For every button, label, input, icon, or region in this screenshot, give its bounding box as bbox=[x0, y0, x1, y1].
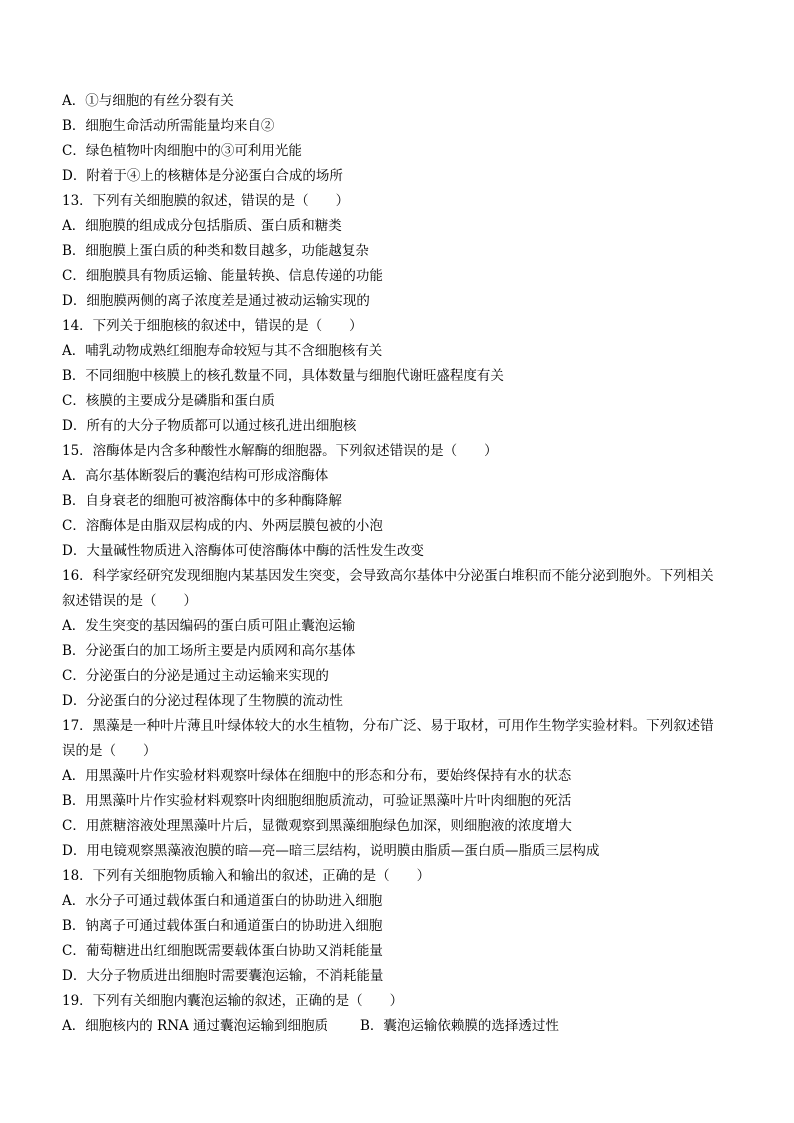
q13-option-c: C．细胞膜具有物质运输、能量转换、信息传递的功能 bbox=[62, 268, 383, 284]
q12-option-c: C．绿色植物叶肉细胞中的③可利用光能 bbox=[62, 143, 302, 159]
q16-stem-line2: 叙述错误的是（ ） bbox=[62, 593, 197, 609]
q19-option-b: B．囊泡运输依赖膜的选择透过性 bbox=[360, 1018, 559, 1034]
q16-stem-line1: 16．科学家经研究发现细胞内某基因发生突变，会导致高尔基体中分泌蛋白堆积而不能分泌到胞外。下列相关 bbox=[62, 568, 714, 584]
q18-option-b: B．钠离子可通过载体蛋白和通道蛋白的协助进入细胞 bbox=[62, 918, 383, 934]
q18-option-c: C．葡萄糖进出红细胞既需要载体蛋白协助又消耗能量 bbox=[62, 943, 383, 959]
q15-option-a: A．高尔基体断裂后的囊泡结构可形成溶酶体 bbox=[62, 468, 329, 484]
q12-option-b: B．细胞生命活动所需能量均来自② bbox=[62, 118, 275, 134]
question-list bbox=[62, 89, 734, 1039]
q14-option-a: A．哺乳动物成熟红细胞寿命较短与其不含细胞核有关 bbox=[62, 343, 383, 359]
q13-stem: 13．下列有关细胞膜的叙述，错误的是（ ） bbox=[62, 193, 350, 209]
q14-stem: 14．下列关于细胞核的叙述中，错误的是（ ） bbox=[62, 318, 363, 334]
q18-stem: 18．下列有关细胞物质输入和输出的叙述，正确的是（ ） bbox=[62, 868, 431, 884]
q16-option-d: D．分泌蛋白的分泌过程体现了生物膜的流动性 bbox=[62, 693, 343, 709]
q14-option-d: D．所有的大分子物质都可以通过核孔进出细胞核 bbox=[62, 418, 357, 434]
q15-option-d: D．大量碱性物质进入溶酶体可使溶酶体中酶的活性发生改变 bbox=[62, 543, 424, 559]
q19-options-row bbox=[62, 1014, 734, 1039]
q12-option-a: A．①与细胞的有丝分裂有关 bbox=[62, 93, 234, 109]
q12-option-d: D．附着于④上的核糖体是分泌蛋白合成的场所 bbox=[62, 168, 343, 184]
q18-option-d: D．大分子物质进出细胞时需要囊泡运输，不消耗能量 bbox=[62, 968, 384, 984]
q15-stem: 15．溶酶体是内含多种酸性水解酶的细胞器。下列叙述错误的是（ ） bbox=[62, 443, 498, 459]
q15-option-b: B．自身衰老的细胞可被溶酶体中的多种酶降解 bbox=[62, 493, 342, 509]
q17-option-d: D．用电镜观察黑藻液泡膜的暗—亮—暗三层结构，说明膜由脂质—蛋白质—脂质三层构成 bbox=[62, 843, 600, 859]
q18-option-a: A．水分子可通过载体蛋白和通道蛋白的协助进入细胞 bbox=[62, 893, 383, 909]
q14-option-b: B．不同细胞中核膜上的核孔数量不同，具体数量与细胞代谢旺盛程度有关 bbox=[62, 368, 504, 384]
q16-option-c: C．分泌蛋白的分泌是通过主动运输来实现的 bbox=[62, 668, 329, 684]
q16-option-b: B．分泌蛋白的加工场所主要是内质网和高尔基体 bbox=[62, 643, 356, 659]
q17-option-c: C．用蔗糖溶液处理黑藻叶片后，显微观察到黑藻细胞绿色加深，则细胞液的浓度增大 bbox=[62, 818, 572, 834]
q17-option-b: B．用黑藻叶片作实验材料观察叶肉细胞细胞质流动，可验证黑藻叶片叶肉细胞的死活 bbox=[62, 793, 572, 809]
q15-option-c: C．溶酶体是由脂双层构成的内、外两层膜包被的小泡 bbox=[62, 518, 383, 534]
q14-option-c: C．核膜的主要成分是磷脂和蛋白质 bbox=[62, 393, 275, 409]
q19-option-a: A．细胞核内的 RNA 通过囊泡运输到细胞质 bbox=[62, 1018, 329, 1034]
q13-option-a: A．细胞膜的组成成分包括脂质、蛋白质和糖类 bbox=[62, 218, 342, 234]
q17-stem-line1: 17．黑藻是一种叶片薄且叶绿体较大的水生植物，分布广泛、易于取材，可用作生物学实验材料。下列叙述错 bbox=[62, 718, 714, 734]
q17-stem-line2: 误的是（ ） bbox=[62, 743, 157, 759]
q16-option-a: A．发生突变的基因编码的蛋白质可阻止囊泡运输 bbox=[62, 618, 356, 634]
q13-option-d: D．细胞膜两侧的离子浓度差是通过被动运输实现的 bbox=[62, 293, 370, 309]
q13-option-b: B．细胞膜上蛋白质的种类和数目越多，功能越复杂 bbox=[62, 243, 369, 259]
q17-option-a: A．用黑藻叶片作实验材料观察叶绿体在细胞中的形态和分布，要始终保持有水的状态 bbox=[62, 768, 572, 784]
q19-stem: 19．下列有关细胞内囊泡运输的叙述，正确的是（ ） bbox=[62, 993, 404, 1009]
